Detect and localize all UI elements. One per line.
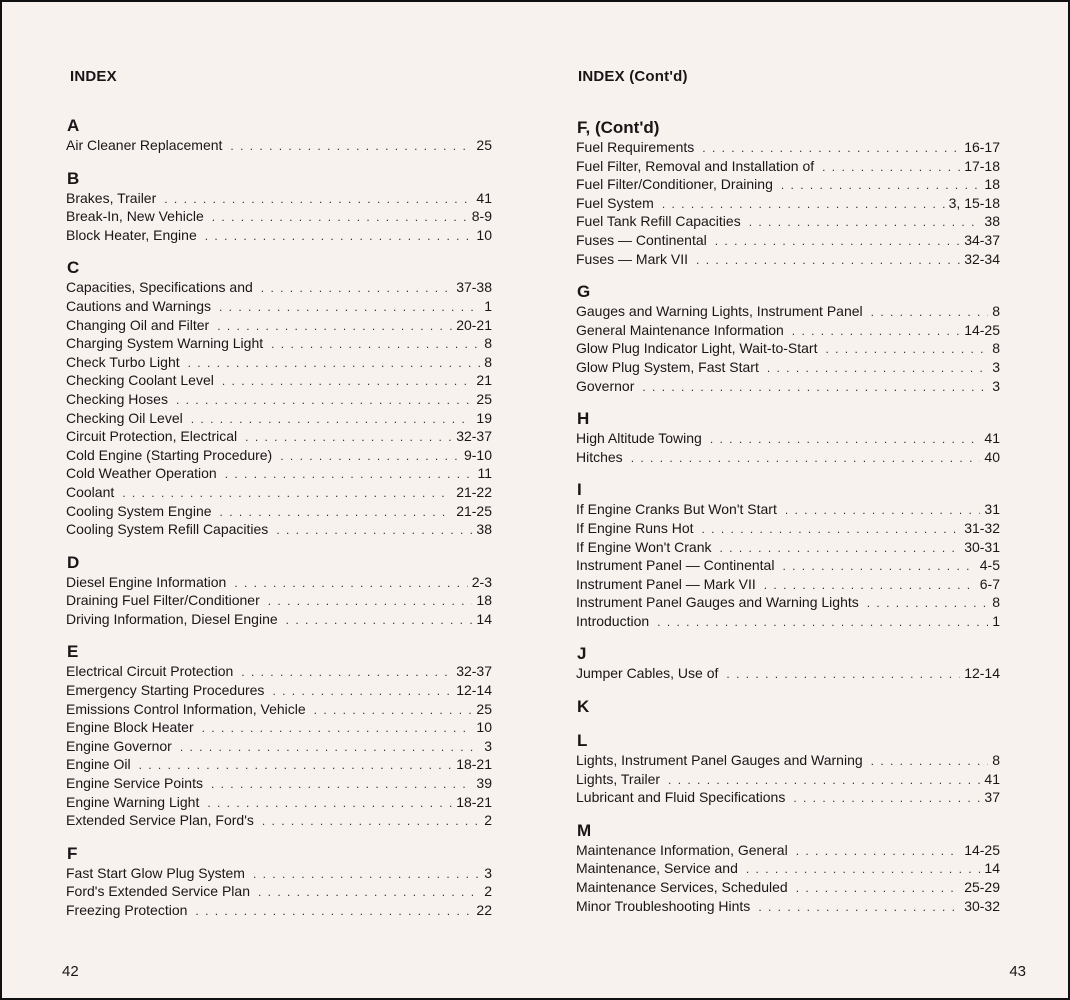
entry-page: 39 — [476, 775, 492, 792]
index-entry — [66, 483, 492, 502]
entry-page: 31 — [984, 501, 1000, 518]
entry-page: 10 — [476, 719, 492, 736]
page-number: 43 — [1009, 963, 1026, 980]
index-entry — [576, 358, 1000, 377]
entry-term: Check Turbo Light — [66, 353, 180, 370]
entry-term: Circuit Protection, Electrical — [66, 428, 238, 445]
index-entry — [576, 751, 1000, 770]
dot-leader — [122, 484, 452, 503]
dot-leader — [657, 613, 988, 632]
index-entry — [66, 793, 492, 812]
index-entry — [576, 339, 1000, 358]
index-entry — [576, 157, 1000, 176]
entry-page: 22 — [476, 902, 492, 918]
index-entry — [66, 662, 492, 681]
entry-term: Cautions and Warnings — [66, 297, 212, 314]
index-sections — [66, 116, 492, 934]
entry-term: Air Cleaner Replacement — [66, 137, 223, 153]
dot-leader — [276, 521, 472, 540]
index-entry — [576, 429, 1000, 448]
entry-term: Checking Coolant Level — [66, 372, 214, 389]
entry-page: 37 — [984, 789, 1000, 806]
entry-term: High Altitude Towing — [576, 430, 702, 447]
entry-term: Instrument Panel — Mark VII — [576, 575, 756, 592]
entry-page: 6-7 — [979, 575, 1000, 592]
entry-page: 32-34 — [964, 250, 1000, 267]
dot-leader — [268, 592, 473, 611]
entry-page: 37-38 — [456, 279, 492, 296]
entry-term: Introduction — [576, 612, 650, 629]
entry-term: Cooling System Engine — [66, 502, 212, 519]
page-heading: INDEX — [70, 68, 117, 85]
index-entry — [576, 231, 1000, 250]
entry-page: 18 — [984, 176, 1000, 193]
entry-term: Gauges and Warning Lights, Instrument Panel — [576, 303, 863, 320]
entry-page: 4-5 — [979, 557, 1000, 574]
entry-page: 21-25 — [456, 502, 492, 519]
entry-term: Lights, Instrument Panel Gauges and Warning — [576, 752, 863, 769]
dot-leader — [642, 378, 988, 397]
entry-page: 32-37 — [456, 663, 492, 680]
entry-page: 34-37 — [964, 231, 1000, 248]
dot-leader — [241, 663, 452, 682]
index-entry — [66, 520, 492, 539]
entry-page: 18 — [476, 592, 492, 609]
entry-page: 19 — [476, 409, 492, 426]
dot-leader — [222, 372, 473, 391]
entry-term: Engine Governor — [66, 737, 172, 754]
dot-leader — [726, 665, 960, 684]
entry-term: Fuses — Mark VII — [576, 250, 689, 267]
dot-leader — [253, 865, 480, 884]
section-letter: F, (Cont'd) — [577, 118, 660, 137]
dot-leader — [220, 503, 453, 522]
entry-page: 12-14 — [456, 682, 492, 699]
index-entry — [66, 573, 492, 592]
entry-page: 14-25 — [964, 841, 1000, 858]
entry-page: 8 — [992, 752, 1000, 769]
dot-leader — [195, 902, 472, 921]
index-entry — [66, 502, 492, 521]
dot-leader — [758, 898, 960, 917]
entry-term: Instrument Panel Gauges and Warning Lights — [576, 594, 859, 611]
section-letter: E — [67, 642, 79, 662]
entry-term: Extended Service Plan, Ford's — [66, 812, 254, 829]
section-letter: K — [577, 697, 590, 717]
entry-page: 11 — [477, 465, 492, 482]
entry-page: 3 — [484, 864, 492, 881]
dot-leader — [191, 410, 473, 429]
index-entry — [66, 610, 492, 629]
entry-page: 10 — [476, 226, 492, 243]
entry-term: Cooling System Refill Capacities — [66, 521, 269, 538]
entry-page: 2-3 — [471, 573, 492, 590]
entry-term: Fuel Filter, Removal and Installation of — [576, 157, 815, 174]
entry-page: 25 — [476, 137, 492, 153]
entry-term: Maintenance, Service and — [576, 860, 738, 877]
index-entry — [66, 371, 492, 390]
index-entry — [66, 755, 492, 774]
entry-page: 41 — [984, 430, 1000, 447]
entry-term: Capacities, Specifications and — [66, 279, 253, 296]
index-entry — [66, 774, 492, 793]
entry-term: Lubricant and Fluid Specifications — [576, 789, 786, 806]
section-letter: G — [577, 282, 591, 302]
dot-leader — [180, 738, 480, 757]
dot-leader — [219, 298, 480, 317]
entry-term: Block Heater, Engine — [66, 226, 197, 243]
section-letter: D — [67, 552, 80, 572]
entry-page: 1 — [992, 612, 1000, 629]
entry-term: Draining Fuel Filter/Conditioner — [66, 592, 260, 609]
dot-leader — [176, 391, 472, 410]
index-entry — [576, 859, 1000, 878]
entry-term: Changing Oil and Filter — [66, 316, 210, 333]
entry-term: Diesel Engine Information — [66, 573, 227, 590]
entry-term: If Engine Cranks But Won't Start — [576, 501, 777, 518]
entry-term: Fuses — Continental — [576, 231, 707, 248]
dot-leader — [286, 611, 473, 630]
section-letter: L — [577, 731, 588, 751]
entry-page: 2 — [484, 812, 492, 829]
entry-page: 25 — [476, 700, 492, 717]
index-entry — [66, 811, 492, 830]
dot-leader — [822, 158, 960, 177]
dot-leader — [871, 303, 989, 322]
dot-leader — [230, 137, 472, 156]
dot-leader — [272, 682, 452, 701]
entry-page: 12-14 — [964, 665, 1000, 682]
index-entry — [66, 882, 492, 901]
index-entry — [66, 334, 492, 353]
entry-page: 17-18 — [964, 157, 1000, 174]
index-entry — [66, 136, 492, 155]
entry-page: 8 — [992, 340, 1000, 357]
index-section — [576, 821, 1000, 915]
index-section — [66, 258, 492, 538]
dot-leader — [746, 860, 981, 879]
entry-term: Fuel Tank Refill Capacities — [576, 213, 741, 230]
entry-term: Emergency Starting Procedures — [66, 682, 265, 699]
entry-page: 30-31 — [964, 538, 1000, 555]
index-entry — [66, 700, 492, 719]
entry-page: 18-21 — [456, 793, 492, 810]
entry-page: 8 — [992, 594, 1000, 611]
right-page — [576, 2, 1026, 998]
entry-term: Engine Service Points — [66, 775, 203, 792]
index-entry — [576, 321, 1000, 340]
index-entry — [66, 901, 492, 920]
section-letter: F — [67, 843, 78, 863]
dot-leader — [271, 335, 480, 354]
index-entry — [576, 664, 1000, 683]
index-entry — [576, 538, 1000, 557]
dot-leader — [793, 789, 980, 808]
dot-leader — [188, 354, 481, 373]
index-entry — [66, 681, 492, 700]
entry-term: Checking Oil Level — [66, 409, 183, 426]
index-entry — [66, 207, 492, 226]
entry-term: Ford's Extended Service Plan — [66, 883, 250, 900]
index-entry — [66, 864, 492, 883]
index-section — [576, 731, 1000, 807]
dot-leader — [782, 557, 975, 576]
entry-page: 21-22 — [456, 483, 492, 500]
entry-page: 41 — [476, 189, 492, 206]
dot-leader — [702, 520, 961, 539]
dot-leader — [164, 190, 472, 209]
index-entry — [576, 612, 1000, 631]
dot-leader — [262, 812, 480, 831]
index-entry — [576, 878, 1000, 897]
left-page — [62, 2, 492, 998]
index-section — [66, 116, 492, 155]
dot-leader — [781, 176, 981, 195]
section-letter: B — [67, 168, 80, 188]
dot-leader — [749, 213, 981, 232]
index-entry — [576, 519, 1000, 538]
entry-page: 1 — [484, 297, 492, 314]
dot-leader — [280, 447, 460, 466]
index-section — [576, 644, 1000, 683]
entry-term: Cold Weather Operation — [66, 465, 217, 482]
entry-page: 25-29 — [964, 879, 1000, 896]
index-entry — [576, 448, 1000, 467]
dot-leader — [715, 232, 960, 251]
index-entry — [66, 353, 492, 372]
entry-term: Hitches — [576, 448, 623, 465]
entry-page: 38 — [476, 521, 492, 538]
index-section — [66, 553, 492, 629]
entry-term: If Engine Runs Hot — [576, 519, 694, 536]
index-entry — [576, 770, 1000, 789]
dot-leader — [211, 775, 472, 794]
entry-page: 8 — [484, 335, 492, 352]
dot-leader — [202, 719, 473, 738]
entry-page: 20-21 — [456, 316, 492, 333]
index-section — [576, 480, 1000, 630]
entry-page: 8-9 — [471, 208, 492, 225]
index-entry — [66, 409, 492, 428]
index-entry — [66, 226, 492, 245]
dot-leader — [767, 359, 988, 378]
entry-page: 21 — [476, 372, 492, 389]
entry-term: Jumper Cables, Use of — [576, 665, 719, 682]
entry-page: 3 — [992, 377, 1000, 394]
index-section — [576, 409, 1000, 466]
entry-page: 38 — [984, 213, 1000, 230]
entry-term: Engine Warning Light — [66, 793, 200, 810]
entry-page: 3, 15-18 — [948, 194, 1000, 211]
page-number: 42 — [62, 963, 79, 980]
index-section — [66, 642, 492, 829]
entry-page: 31-32 — [964, 519, 1000, 536]
index-section — [576, 697, 1000, 717]
entry-page: 8 — [992, 303, 1000, 320]
entry-term: Governor — [576, 377, 635, 394]
entry-page: 14-25 — [964, 321, 1000, 338]
index-section — [66, 169, 492, 245]
entry-term: Checking Hoses — [66, 390, 168, 407]
dot-leader — [785, 501, 981, 520]
entry-term: Fast Start Glow Plug System — [66, 864, 245, 881]
entry-term: Freezing Protection — [66, 902, 188, 918]
dot-leader — [871, 752, 989, 771]
entry-term: Maintenance Information, General — [576, 841, 788, 858]
index-entry — [576, 897, 1000, 916]
index-section — [576, 282, 1000, 395]
entry-page: 18-21 — [456, 756, 492, 773]
entry-page: 14 — [984, 860, 1000, 877]
page-heading: INDEX (Cont'd) — [578, 68, 688, 85]
dot-leader — [225, 465, 474, 484]
dot-leader — [825, 340, 988, 359]
dot-leader — [217, 317, 452, 336]
index-entry — [576, 138, 1000, 157]
dot-leader — [710, 430, 981, 449]
dot-leader — [668, 771, 980, 790]
entry-term: Instrument Panel — Continental — [576, 557, 775, 574]
index-section — [576, 118, 1000, 268]
index-entry — [66, 591, 492, 610]
dot-leader — [212, 208, 468, 227]
section-letter: J — [577, 644, 587, 664]
index-entry — [576, 500, 1000, 519]
entry-term: Engine Block Heater — [66, 719, 194, 736]
dot-leader — [702, 139, 960, 158]
index-entry — [66, 189, 492, 208]
entry-term: Lights, Trailer — [576, 770, 661, 787]
dot-leader — [696, 251, 960, 270]
entry-term: Minor Troubleshooting Hints — [576, 897, 751, 914]
dot-leader — [234, 574, 467, 593]
index-entry — [576, 250, 1000, 269]
dot-leader — [796, 842, 961, 861]
dot-leader — [867, 594, 988, 613]
dot-leader — [258, 883, 480, 902]
dot-leader — [631, 449, 981, 468]
index-entry — [66, 316, 492, 335]
entry-page: 3 — [484, 737, 492, 754]
entry-page: 2 — [484, 883, 492, 900]
entry-page: 32-37 — [456, 428, 492, 445]
entry-term: Engine Oil — [66, 756, 131, 773]
entry-page: 16-17 — [964, 139, 1000, 155]
section-letter: I — [577, 480, 582, 500]
entry-page: 9-10 — [463, 446, 492, 463]
entry-term: If Engine Won't Crank — [576, 538, 712, 555]
dot-leader — [314, 701, 473, 720]
entry-term: Glow Plug Indicator Light, Wait-to-Start — [576, 340, 818, 357]
index-entry — [66, 390, 492, 409]
section-letter: H — [577, 409, 590, 429]
index-entry — [66, 427, 492, 446]
entry-term: Glow Plug System, Fast Start — [576, 358, 759, 375]
index-entry — [576, 841, 1000, 860]
dot-leader — [139, 756, 453, 775]
index-entry — [576, 302, 1000, 321]
entry-term: Driving Information, Diesel Engine — [66, 610, 278, 627]
entry-page: 8 — [484, 353, 492, 370]
entry-term: Fuel Filter/Conditioner, Draining — [576, 176, 773, 193]
dot-leader — [207, 794, 452, 813]
index-entry — [66, 278, 492, 297]
index-entry — [576, 377, 1000, 396]
entry-term: Cold Engine (Starting Procedure) — [66, 446, 273, 463]
entry-page: 14 — [476, 610, 492, 627]
entry-term: Fuel Requirements — [576, 139, 695, 155]
index-entry — [66, 718, 492, 737]
entry-term: Break-In, New Vehicle — [66, 208, 204, 225]
dot-leader — [261, 279, 452, 298]
index-entry — [66, 464, 492, 483]
entry-term: Emissions Control Information, Vehicle — [66, 700, 306, 717]
dot-leader — [205, 227, 473, 246]
index-entry — [576, 593, 1000, 612]
entry-term: Fuel System — [576, 194, 654, 211]
entry-term: Maintenance Services, Scheduled — [576, 879, 788, 896]
entry-term: Brakes, Trailer — [66, 189, 157, 206]
index-entry — [576, 194, 1000, 213]
index-entry — [576, 175, 1000, 194]
index-entry — [66, 297, 492, 316]
dot-leader — [796, 879, 961, 898]
entry-page: 30-32 — [964, 897, 1000, 914]
section-letter: C — [67, 258, 80, 278]
index-entry — [66, 446, 492, 465]
section-letter: M — [577, 820, 592, 840]
entry-term: Electrical Circuit Protection — [66, 663, 234, 680]
index-entry — [576, 556, 1000, 575]
entry-term: Charging System Warning Light — [66, 335, 264, 352]
dot-leader — [245, 428, 452, 447]
index-entry — [576, 788, 1000, 807]
entry-term: General Maintenance Information — [576, 321, 784, 338]
dot-leader — [792, 322, 960, 341]
index-section — [66, 844, 492, 920]
entry-page: 3 — [992, 358, 1000, 375]
index-entry — [576, 575, 1000, 594]
entry-page: 41 — [984, 770, 1000, 787]
dot-leader — [719, 539, 960, 558]
section-letter: A — [67, 116, 80, 135]
entry-page: 25 — [476, 390, 492, 407]
index-entry — [66, 737, 492, 756]
dot-leader — [764, 576, 976, 595]
entry-term: Coolant — [66, 483, 115, 500]
index-sections — [576, 118, 1000, 929]
index-entry — [576, 212, 1000, 231]
entry-page: 40 — [984, 448, 1000, 465]
dot-leader — [662, 195, 945, 214]
